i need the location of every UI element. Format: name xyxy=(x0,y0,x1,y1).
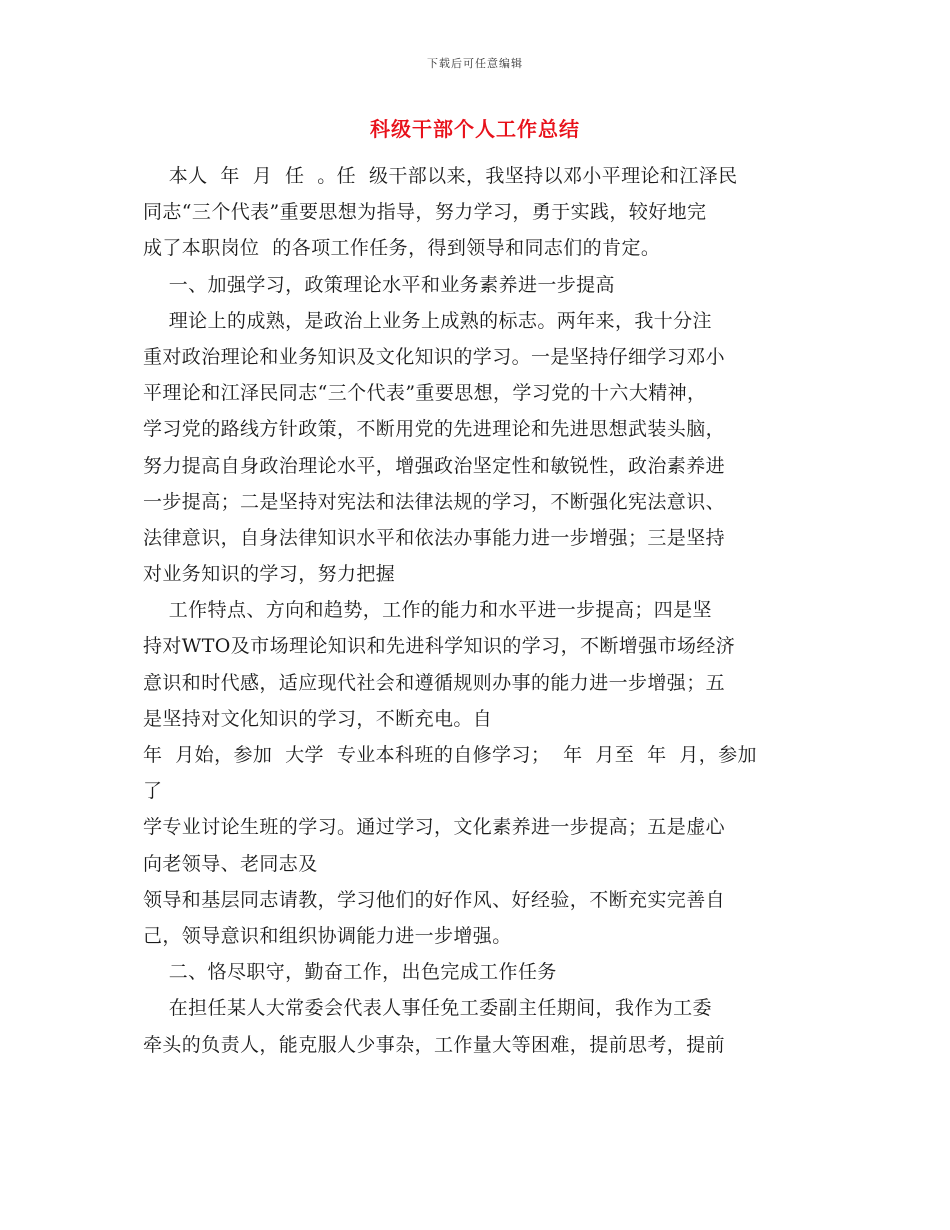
body-line: 同志“三个代表”重要思想为指导，努力学习，勇于实践，较好地完 xyxy=(143,201,707,224)
body-line: 理论上的成熟，是政治上业务上成熟的标志。两年来，我十分注 xyxy=(143,309,712,332)
body-line: 在担任某人大常委会代表人事任免工委副主任期间，我作为工委 xyxy=(143,997,712,1020)
body-line: 领导和基层同志请教，学习他们的好作风、好经验，不断充实完善自 xyxy=(143,888,726,911)
body-line: 成了本职岗位 的各项工作任务，得到领导和同志们的肯定。 xyxy=(143,237,661,260)
body-line: 重对政治理论和业务知识及文化知识的学习。一是坚持仔细学习邓小 xyxy=(143,345,726,368)
body-line: 己，领导意识和组织协调能力进一步增强。 xyxy=(143,924,512,947)
body-line: 工作特点、方向和趋势，工作的能力和水平进一步提高；四是坚 xyxy=(143,599,712,622)
document-title: 科级干部个人工作总结 xyxy=(370,117,580,141)
body-line: 法律意识，自身法律知识水平和依法办事能力进一步增强；三是坚持 xyxy=(143,526,726,549)
body-line: 努力提高自身政治理论水平，增强政治坚定性和敏锐性，政治素养进 xyxy=(143,454,726,477)
body-line: 一步提高；二是坚持对宪法和法律法规的学习，不断强化宪法意识、 xyxy=(143,490,726,513)
body-line: 本人 年 月 任 。任 级干部以来，我坚持以邓小平理论和江泽民 xyxy=(143,165,738,187)
section-heading-2: 二、恪尽职守，勤奋工作，出色完成工作任务 xyxy=(143,961,557,984)
body-line: 持对WTO及市场理论知识和先进科学知识的学习，不断增强市场经济 xyxy=(143,635,736,658)
document-body xyxy=(143,158,807,1063)
section-heading-1: 一、加强学习，政策理论水平和业务素养进一步提高 xyxy=(143,273,615,296)
body-line: 平理论和江泽民同志“三个代表”重要思想，学习党的十六大精神， xyxy=(143,382,707,405)
header-note: 下载后可任意编辑 xyxy=(427,57,523,70)
body-line: 年 月始，参加 大学 专业本科班的自修学习； 年 月至 年 月，参加 xyxy=(143,744,757,766)
body-line: 意识和时代感，适应现代社会和遵循规则办事的能力进一步增强；五 xyxy=(143,671,726,694)
body-line: 了 xyxy=(143,780,163,803)
body-line: 学专业讨论生班的学习。通过学习，文化素养进一步提高；五是虚心 xyxy=(143,816,726,839)
body-line: 向老领导、老同志及 xyxy=(143,852,318,875)
body-line: 对业务知识的学习，努力把握 xyxy=(143,563,396,586)
body-line: 是坚持对文化知识的学习，不断充电。自 xyxy=(143,707,493,730)
body-line: 学习党的路线方针政策，不断用党的先进理论和先进思想武装头脑， xyxy=(143,418,726,441)
body-line: 牵头的负责人，能克服人少事杂，工作量大等困难，提前思考，提前 xyxy=(143,1033,726,1056)
